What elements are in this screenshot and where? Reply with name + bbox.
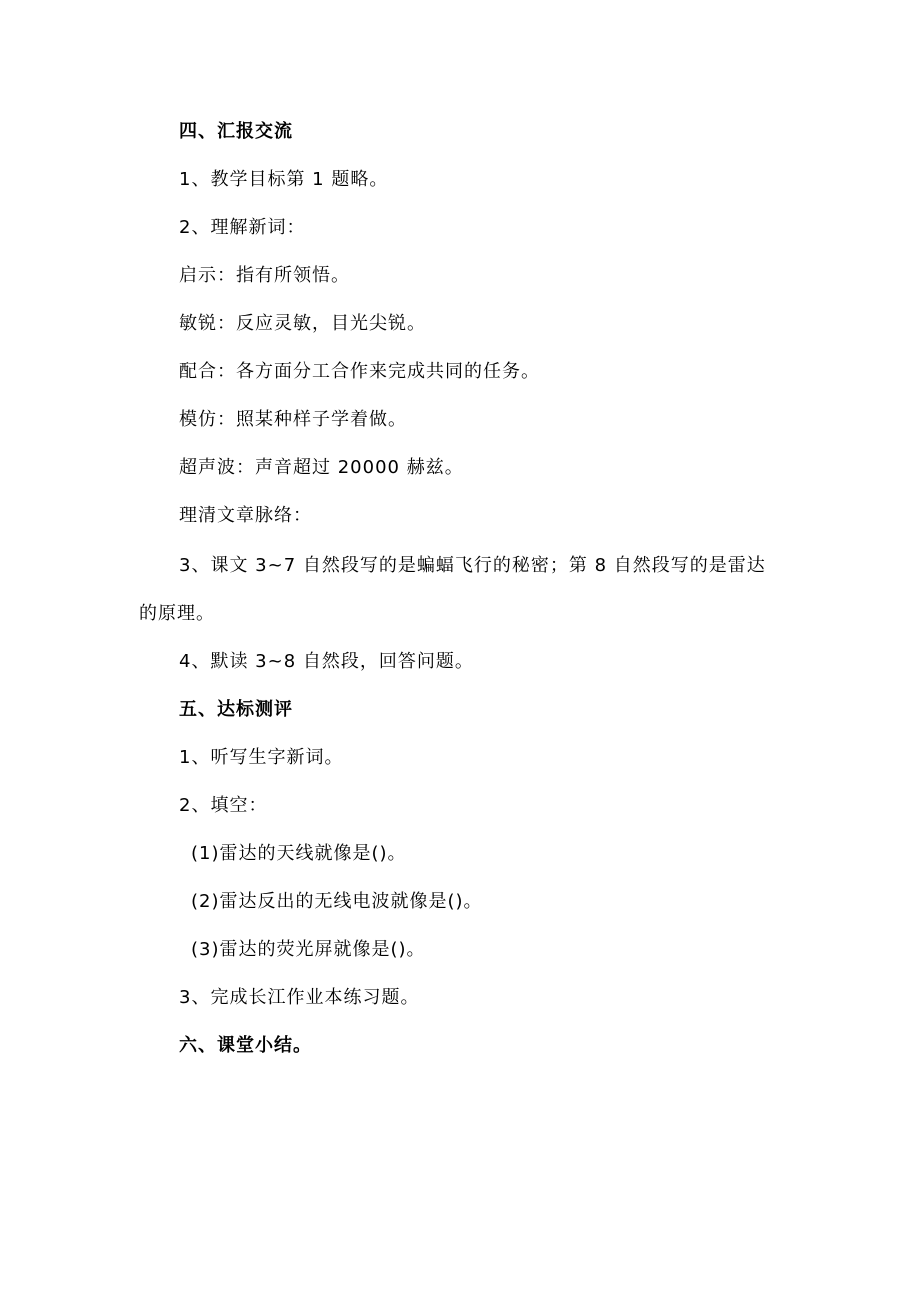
paragraph-line: 3、课文 3~7 自然段写的是蝙蝠飞行的秘密；第 8 自然段写的是雷达 (179, 555, 766, 576)
section-heading-report: 四、汇报交流 (179, 121, 293, 142)
paragraph-line-continued: 的原理。 (139, 603, 215, 624)
definition-line: 启示：指有所领悟。 (179, 265, 350, 286)
list-item: 2、理解新词： (179, 217, 306, 238)
definition-line: 敏锐：反应灵敏，目光尖锐。 (179, 313, 426, 334)
fill-blank-item: (2)雷达反出的无线电波就像是()。 (191, 891, 483, 912)
fill-blank-item: (3)雷达的荧光屏就像是()。 (191, 939, 426, 960)
list-item: 1、教学目标第 1 题略。 (179, 169, 389, 190)
section-heading-summary: 六、课堂小结。 (179, 1035, 312, 1056)
section-heading-assessment: 五、达标测评 (179, 699, 293, 720)
list-item: 4、默读 3~8 自然段，回答问题。 (179, 651, 474, 672)
paragraph-line: 理清文章脉络： (179, 505, 312, 526)
fill-blank-item: (1)雷达的天线就像是()。 (191, 843, 407, 864)
definition-line: 配合：各方面分工合作来完成共同的任务。 (179, 361, 540, 382)
list-item: 2、填空： (179, 795, 268, 816)
list-item: 3、完成长江作业本练习题。 (179, 987, 420, 1008)
list-item: 1、听写生字新词。 (179, 747, 344, 768)
definition-line: 模仿：照某种样子学着做。 (179, 409, 407, 430)
definition-line: 超声波：声音超过 20000 赫兹。 (179, 457, 464, 478)
